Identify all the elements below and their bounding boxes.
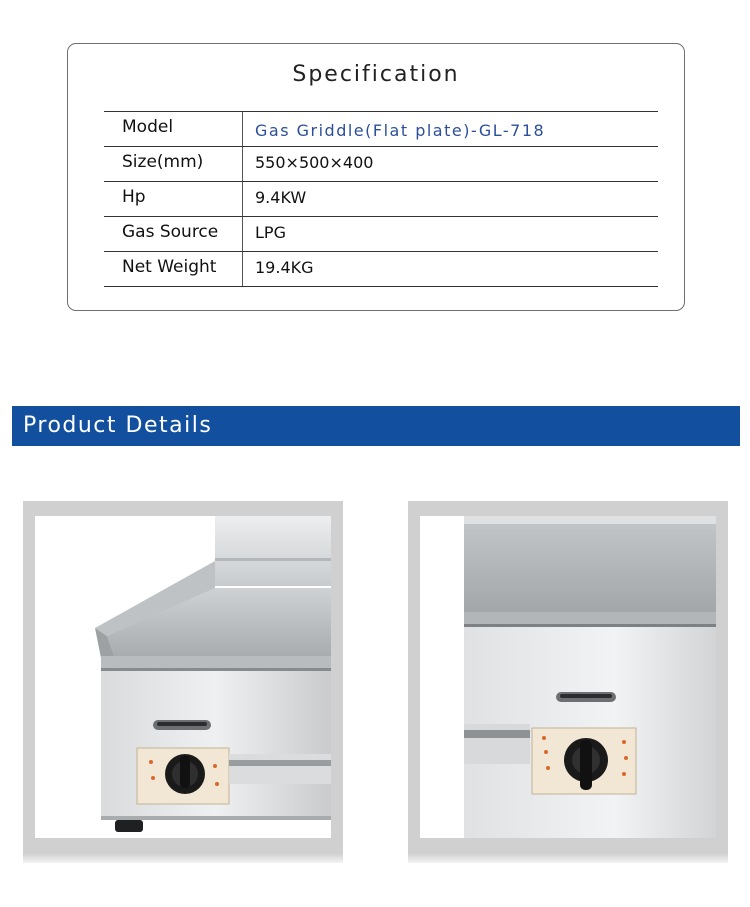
column-divider: [242, 217, 243, 251]
spec-label: Hp: [122, 187, 146, 207]
spec-value: LPG: [255, 223, 286, 242]
product-details-title: Product Details: [23, 413, 213, 438]
griddle-angled-illustration: [35, 516, 331, 838]
spec-row-model: [104, 111, 658, 146]
specification-table: [104, 111, 658, 287]
photo-image: [35, 516, 331, 838]
specification-card: [67, 43, 685, 311]
column-divider: [242, 112, 243, 146]
spec-value: 9.4KW: [255, 188, 307, 207]
spec-label: Gas Source: [122, 222, 219, 242]
spec-label: Model: [122, 117, 174, 137]
column-divider: [242, 252, 243, 286]
spec-value: 19.4KG: [255, 258, 314, 277]
spec-row-gas-source: [104, 216, 658, 251]
spec-row-net-weight: [104, 251, 658, 287]
spec-label: Size(mm): [122, 152, 204, 172]
spec-value: Gas Griddle(Flat plate)-GL-718: [255, 121, 546, 140]
spec-row-hp: [104, 181, 658, 216]
spec-label: Net Weight: [122, 257, 217, 277]
column-divider: [242, 147, 243, 181]
spec-row-size: [104, 146, 658, 181]
photo-shadow: [408, 853, 728, 863]
photo-image: [420, 516, 716, 838]
product-photo-front: [408, 501, 728, 853]
photo-shadow: [23, 853, 343, 863]
griddle-front-illustration: [420, 516, 716, 838]
product-photo-angled: [23, 501, 343, 853]
specification-title: Specification: [292, 62, 460, 87]
product-details-banner: [12, 406, 740, 446]
column-divider: [242, 182, 243, 216]
spec-value: 550×500×400: [255, 153, 374, 172]
